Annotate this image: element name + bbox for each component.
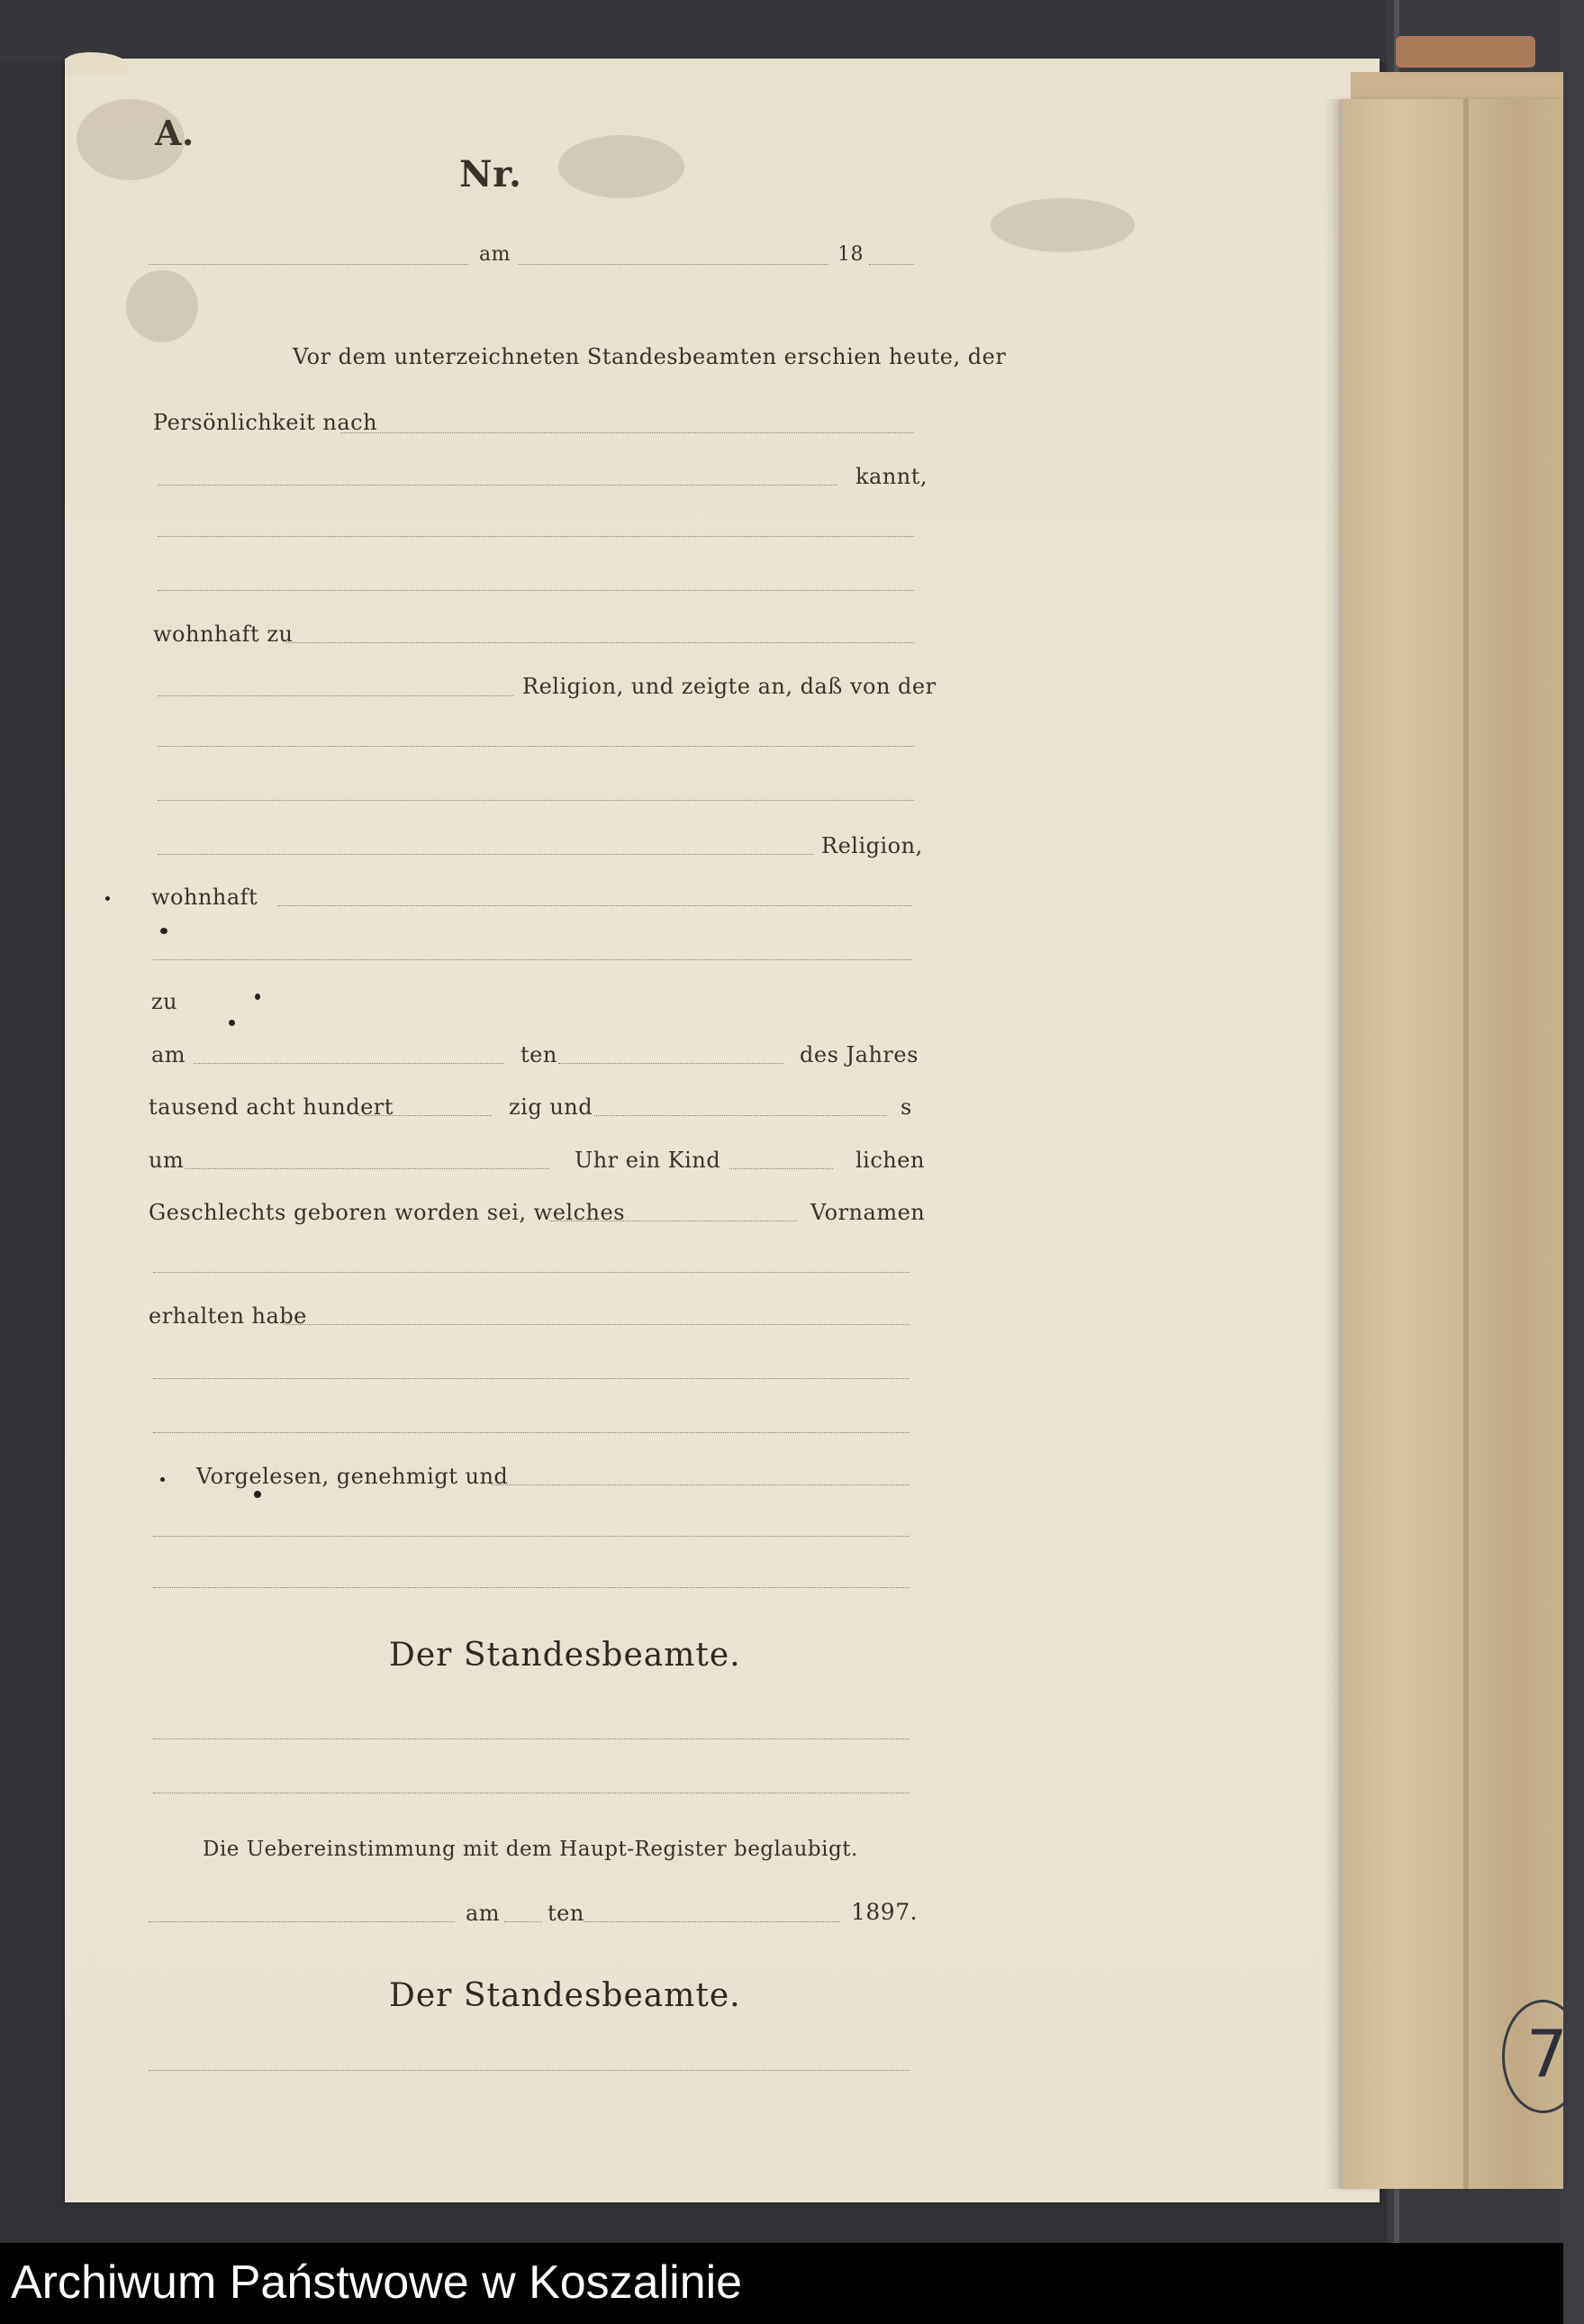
- blank-line: [153, 959, 912, 960]
- form-line-18: Geschlechts geboren worden sei, welches: [149, 1200, 626, 1225]
- ink-dot: [255, 994, 260, 1000]
- cert-am-label: am: [466, 1901, 501, 1926]
- form-line-1: Vor dem unterzeichneten Standesbeamten erschien heute, der: [293, 344, 1007, 369]
- signature-title: Der Standesbeamte.: [389, 1637, 741, 1674]
- tape-fold: [1463, 99, 1469, 2189]
- blank-line: [286, 642, 914, 643]
- ink-dot: [160, 928, 167, 934]
- form-line-10: ten: [520, 1042, 557, 1067]
- blank-line: [158, 695, 513, 696]
- blank-line: [158, 590, 914, 591]
- ink-dot: [105, 896, 110, 901]
- blank-line: [149, 1921, 455, 1922]
- form-line-4: wohnhaft zu: [153, 622, 294, 647]
- blank-line: [277, 905, 912, 906]
- form-line-15: um: [149, 1148, 185, 1173]
- form-line-7: wohnhaft: [151, 885, 258, 910]
- blank-line: [194, 1063, 504, 1064]
- form-line-11: des Jahres: [800, 1042, 919, 1067]
- form-corner-letter: A.: [155, 113, 195, 153]
- date-am-label: am: [479, 243, 511, 266]
- binding-tab: [1396, 36, 1535, 68]
- blank-line: [284, 1324, 910, 1325]
- blank-line: [594, 1115, 887, 1116]
- signature-title-2: Der Standesbeamte.: [389, 1977, 741, 2014]
- form-line-8: zu: [151, 989, 178, 1014]
- form-line-5: Religion, und zeigte an, daß von der: [522, 674, 937, 699]
- ink-dot: [229, 1020, 235, 1026]
- blank-line: [504, 1921, 542, 1922]
- blank-line: [158, 536, 914, 537]
- scanner-background: [0, 0, 1563, 63]
- signature-line: [153, 1738, 910, 1739]
- ink-dot: [254, 1491, 261, 1498]
- blank-line: [158, 800, 914, 801]
- cert-ten-label: ten: [548, 1901, 584, 1926]
- register-page: [65, 59, 1380, 2202]
- date-year-prefix: 18: [837, 243, 864, 266]
- blank-line: [491, 1484, 910, 1485]
- tape-shadow: [1324, 99, 1342, 2189]
- foxing-stain: [558, 135, 684, 198]
- cert-year: 1897.: [851, 1899, 919, 1925]
- blank-line: [149, 264, 468, 265]
- record-number-label: Nr.: [459, 153, 522, 195]
- folio-number: 7: [1526, 2016, 1568, 2092]
- form-line-12: tausend acht hundert: [149, 1094, 394, 1120]
- blank-line: [153, 1587, 910, 1588]
- blank-line: [729, 1168, 833, 1169]
- blank-line: [869, 264, 914, 265]
- blank-line: [158, 854, 813, 855]
- blank-line: [158, 746, 914, 747]
- form-line-19: Vornamen: [810, 1200, 926, 1225]
- form-line-13: zig und: [509, 1094, 593, 1120]
- signature-line: [149, 2070, 910, 2071]
- form-line-16: Uhr ein Kind: [575, 1148, 721, 1173]
- certification-text: Die Uebereinstimmung mit dem Haupt-Register beglaubigt.: [203, 1838, 858, 1861]
- ink-dot: [160, 1477, 165, 1482]
- blank-line: [358, 1115, 492, 1116]
- form-line-14: s: [901, 1094, 912, 1120]
- archive-name: Archiwum Państwowe w Koszalinie: [11, 2256, 743, 2309]
- foxing-stain: [991, 198, 1135, 252]
- form-line-21: Vorgelesen, genehmigt und: [196, 1464, 509, 1489]
- blank-line: [185, 1168, 549, 1169]
- blank-line: [518, 264, 828, 265]
- foxing-stain: [126, 270, 198, 342]
- form-line-20: erhalten habe: [149, 1303, 307, 1329]
- blank-line: [158, 485, 837, 486]
- binding-tape: [1342, 99, 1563, 2189]
- archive-footer: [0, 2243, 1563, 2324]
- blank-line: [584, 1921, 840, 1922]
- blank-line: [153, 1378, 910, 1379]
- blank-line: [153, 1536, 910, 1537]
- blank-line: [153, 1432, 910, 1433]
- form-line-6: Religion,: [821, 833, 923, 858]
- form-line-9: am: [151, 1042, 186, 1067]
- form-line-3: kannt,: [855, 464, 928, 489]
- blank-line: [340, 432, 914, 433]
- blank-line: [153, 1272, 910, 1273]
- form-line-2: Persönlichkeit nach: [153, 410, 378, 435]
- form-line-17: lichen: [855, 1148, 925, 1173]
- blank-line: [558, 1063, 783, 1064]
